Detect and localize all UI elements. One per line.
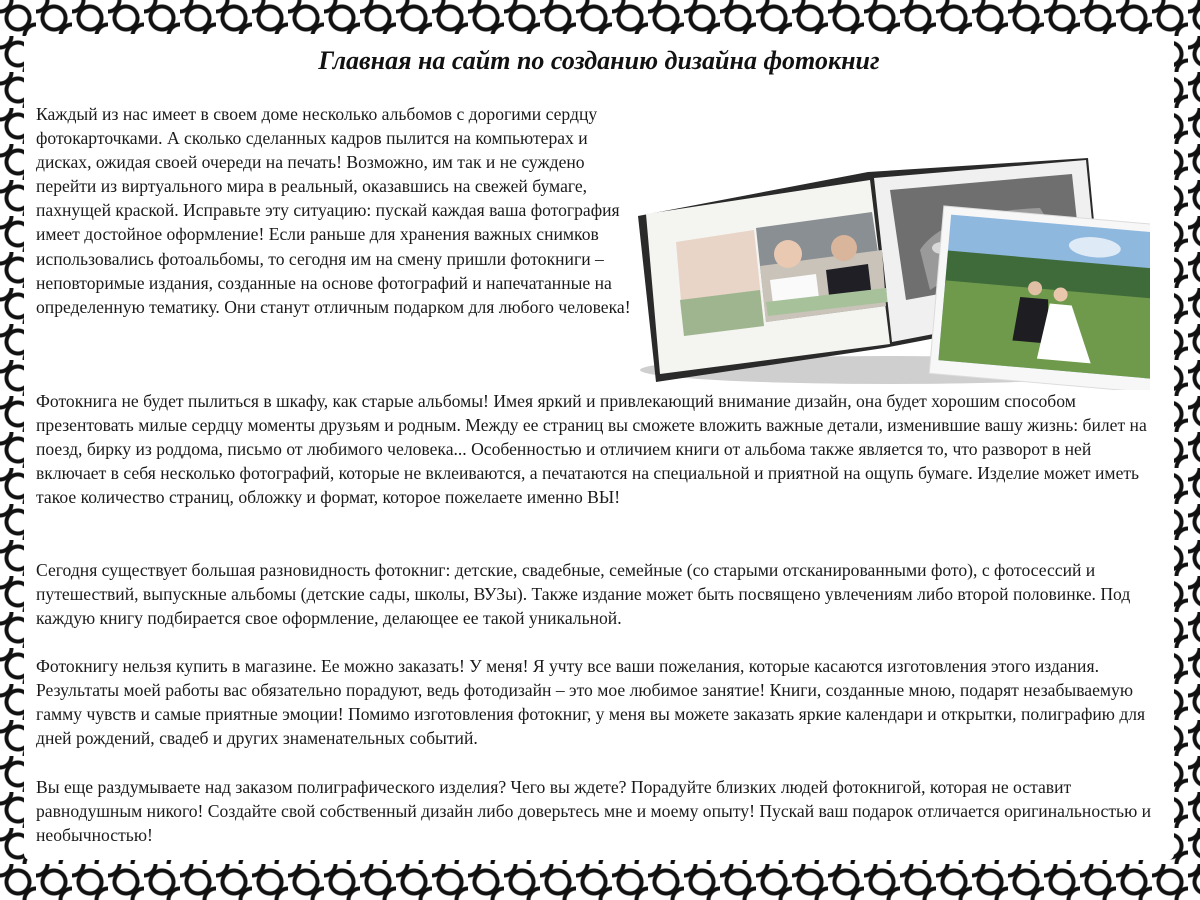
- paragraph: Фотокнигу нельзя купить в магазине. Ее можно заказать! У меня! Я учту все ваши пожелания, которые касаются изготовления этого издания. Результаты моей работы вас обязательно порадуют, ведь фотодизайн – это мое любимое занятие! Книги, созданные мною, подарят незабываемую гамму чувств и самые приятные эмоции! Помимо изготовления фотокниг, у меня вы можете заказать яркие календари и открытки, полиграфию для дней рождений, свадеб и других знаменательных событий.: [36, 656, 1146, 749]
- page-title: Главная на сайт по созданию дизайна фотокниг: [318, 46, 880, 75]
- wedding-photobook-image: [620, 130, 1150, 390]
- paragraph: Вы еще раздумываете над заказом полиграфического изделия? Чего вы ждете? Порадуйте близких людей фотокнигой, которая не оставит равнодушным никого! Создайте свой собственный дизайн либо доверьтесь мне и моему опыту! Пускай ваш подарок отличается оригинальностью и необычностью!: [36, 777, 1152, 846]
- intro-paragraph: Каждый из нас имеет в своем доме несколько альбомов с дорогими сердцу фотокарточками. А сколько сделанных кадров пылится на компьютерах и дисках, ожидая своей очереди на печать! Возможно, им так и не суждено перейти из виртуального мира в реальный, оказавшись на свежей бумаге, пахнущей краской. Исправьте эту ситуацию: пускай каждая ваша фотография имеет достойное оформление! Если раньше для хранения важных снимков использовались фотоальбомы, то сегодня им на смену пришли фотокниги – неповторимые издания, созданные на основе фотографий и напечатанные на определенную тематику. Они станут отличным подарком для любого человека!: [36, 104, 631, 317]
- content-panel: [24, 34, 1174, 860]
- paragraph: Фотокнига не будет пылиться в шкафу, как старые альбомы! Имея яркий и привлекающий внимание дизайн, она будет хорошим способом презентовать милые сердцу моменты друзьям и родным. Между ее страниц вы сможете вложить важные детали, изменившие вашу жизнь: билет на поезд, бирку из роддома, письмо от любимого человека... Особенностью и отличием книги от альбома также является то, что разворот в ней включает в себя несколько фотографий, которые не вклеиваются, а печатаются на специальной и приятной на ощупь бумаге. Изделие может иметь такое количество страниц, обложку и формат, которое пожелаете именно ВЫ!: [36, 391, 1147, 508]
- paragraph: Сегодня существует большая разновидность фотокниг: детские, свадебные, семейные (со старыми отсканированными фото), с фотосессий и путешествий, выпускные альбомы (детские сады, школы, ВУЗы). Также издание может быть посвящено увлечениям либо второй половинке. Под каждую книгу подбирается свое оформление, делающее ее такой уникальной.: [36, 560, 1131, 629]
